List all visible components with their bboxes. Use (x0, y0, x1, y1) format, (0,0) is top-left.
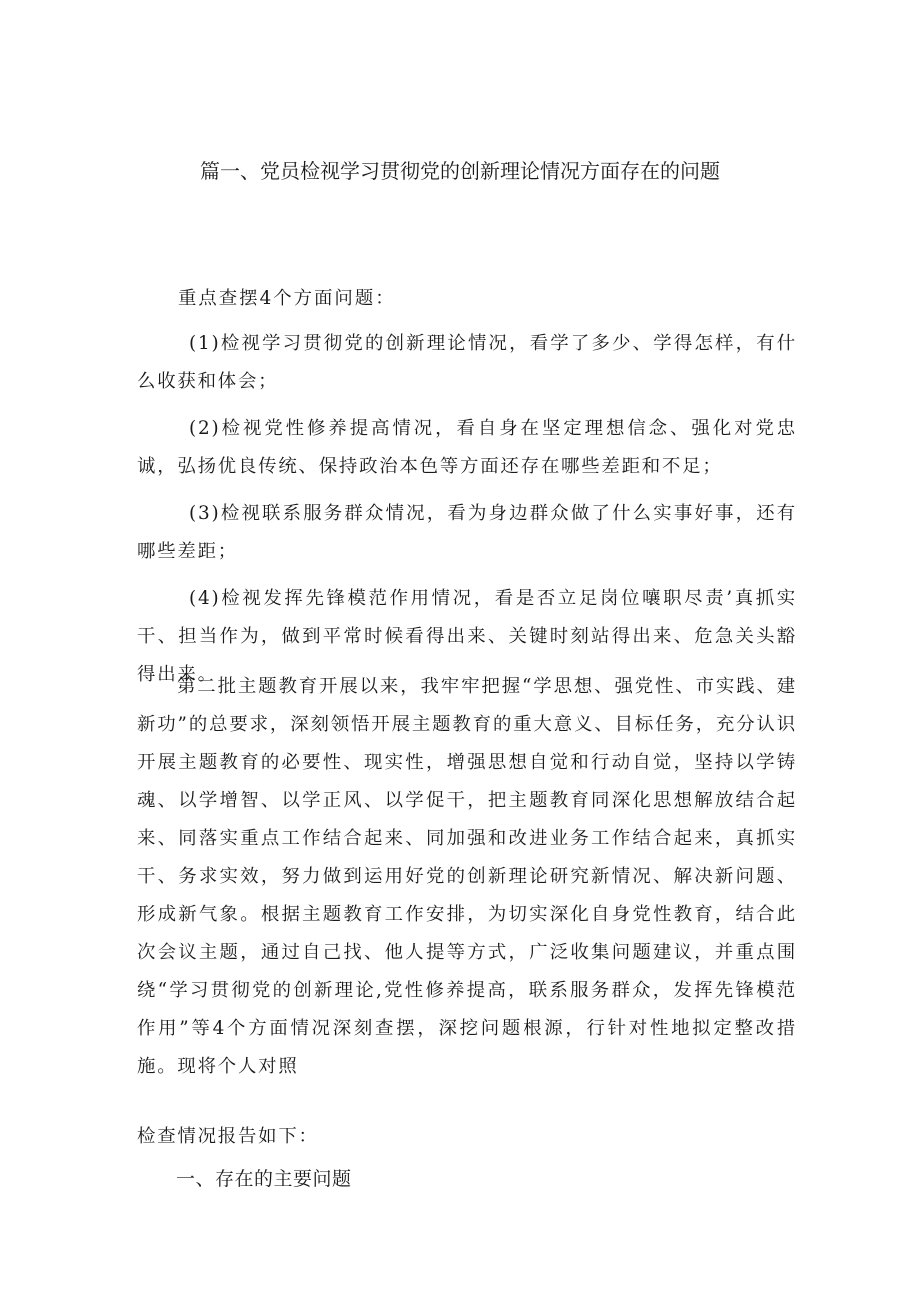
list-item: (1)检视学习贯彻党的创新理论情况，看学了多少、学得怎样，有什么收获和体会； (137, 333, 797, 392)
main-paragraph: 第二批主题教育开展以来，我牢牢把握“学思想、强党性、市实践、建新功”的总要求，深刻领悟开展主题教育的重大意义、目标任务，充分认识开展主题教育的必要性、现实性，增强思想自觉和行动自觉，坚持以学铸魂、以学增智、以学正风、以学促干，把主题教育同深化思想解放结合起来、同落实重点工作结合起来、同加强和改进业务工作结合起来，真抓实干、务求实效，努力做到运用好党的创新理论研究新情况、解决新问题、形成新气象。根据主题教育工作安排，为切实深化自身党性教育，结合此次会议主题，通过自己找、他人提等方式，广泛收集问题建议，并重点围绕“学习贯彻党的创新理论,党性修养提高，联系服务群众，发挥先锋模范作用”等4个方面情况深刻查摆，深挖问题根源，行针对性地拟定整改措施。现将个人对照 (137, 676, 797, 1077)
list-item: (2)检视党性修养提高情况，看自身在坚定理想信念、强化对党忠诚，弘扬优良传统、保持政治本色等方面还存在哪些差距和不足； (137, 418, 797, 477)
intro-text: 重点查摆4个方面问题： (178, 288, 396, 309)
document-title: 篇一、党员检视学习贯彻党的创新理论情况方面存在的问题 (200, 159, 720, 183)
main-paragraph-tail: 检查情况报告如下： (137, 1126, 319, 1147)
list-item: (4)检视发挥先锋模范作用情况，看是否立足岗位嚷职尽责’真抓实干、担当作为，做到平常时候看得出来、关键时刻站得出来、危急关头豁得出来。 (137, 588, 797, 685)
list-item: (3)检视联系服务群众情况，看为身边群众做了什么实事好事，还有哪些差距； (137, 503, 797, 562)
section-heading: 一、存在的主要问题 (176, 1168, 352, 1190)
